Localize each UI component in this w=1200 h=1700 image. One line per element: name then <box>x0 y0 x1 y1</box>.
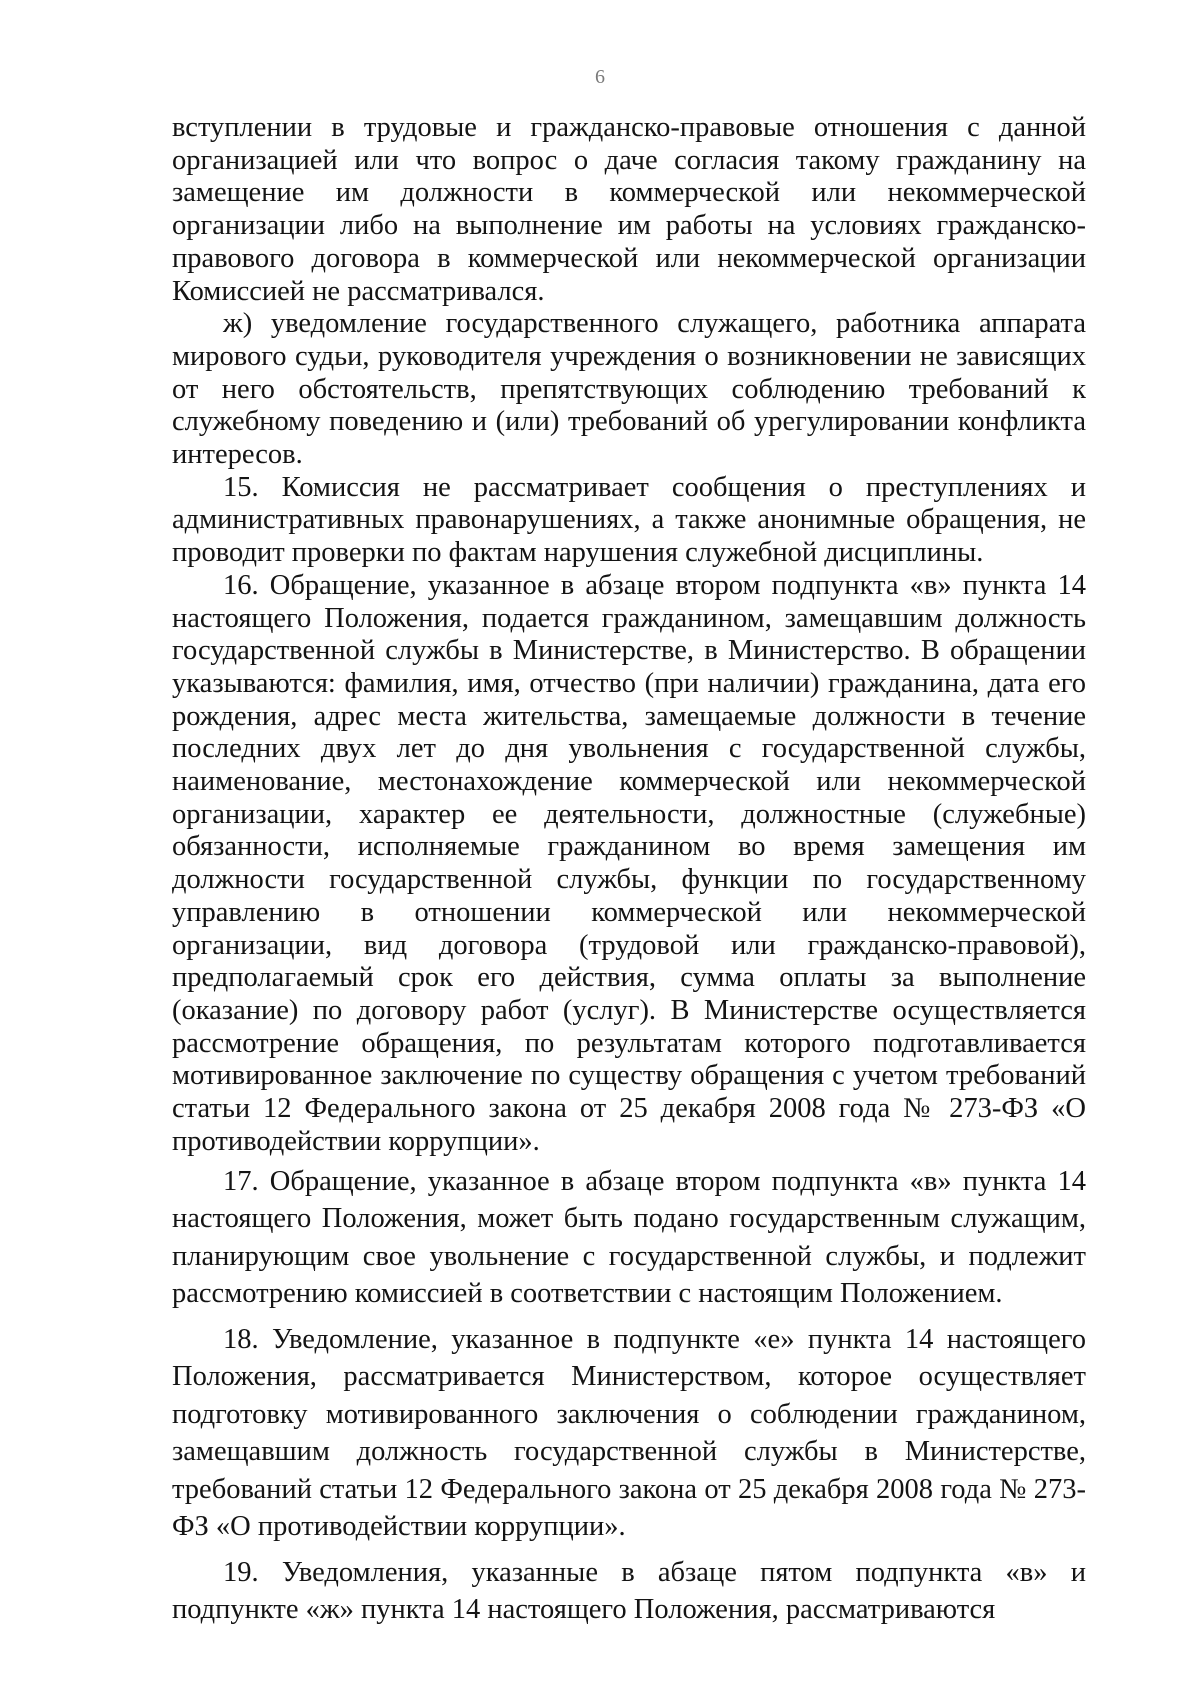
paragraph-15: 15. Комиссия не рассматривает сообщения о преступлениях и административных правонарушениях, а также анонимные обращения, не проводит проверки по фактам нарушения служебной дисциплины. <box>172 471 1086 569</box>
paragraph-16: 16. Обращение, указанное в абзаце втором подпункта «в» пункта 14 настоящего Положения, подается гражданином, замещавшим должность государственной службы в Министерстве, в Министерство. В обращении указываются: фамилия, имя, отчество (при наличии) гражданина, дата его рождения, адрес места жительства, замещаемые должности в течение последних двух лет до дня увольнения с государственной службы, наименование, местонахождение коммерческой или некоммерческой организации, характер ее деятельности, должностные (служебные) обязанности, исполняемые гражданином во время замещения им должности государственной службы, функции по государственному управлению в отношении коммерческой или некоммерческой организации, вид договора (трудовой или гражданско-правовой), предполагаемый срок его действия, сумма оплаты за выполнение (оказание) по договору работ (услуг). В Министерстве осуществляется рассмотрение обращения, по результатам которого подготавливается мотивированное заключение по существу обращения с учетом требований статьи 12 Федерального закона от 25 декабря 2008 года № 273-ФЗ «О противодействии коррупции». <box>172 569 1086 1157</box>
page-number: 6 <box>595 66 605 88</box>
paragraph-19: 19. Уведомления, указанные в абзаце пятом подпункта «в» и подпункте «ж» пункта 14 настоящего Положения, рассматриваются <box>172 1556 1086 1625</box>
paragraph-continuation: вступлении в трудовые и гражданско-правовые отношения с данной организацией или что вопрос о даче согласия такому гражданину на замещение им должности в коммерческой или некоммерческой организации либо на выполнение им работы на условиях гражданско-правового договора в коммерческой или некоммерческой организации Комиссией не рассматривался. <box>172 112 1086 307</box>
paragraph-18: 18. Уведомление, указанное в подпункте «е» пункта 14 настоящего Положения, рассматривается Министерством, которое осуществляет подготовку мотивированного заключения о соблюдении гражданином, замещавшим должность государственной службы в Министерстве, требований статьи 12 Федерального закона от 25 декабря 2008 года № 273-ФЗ «О противодействии коррупции». <box>172 1323 1086 1542</box>
document-body <box>172 112 1086 1629</box>
paragraph-item-zh: ж) уведомление государственного служащего, работника аппарата мирового судьи, руководителя учреждения о возникновении не зависящих от него обстоятельств, препятствующих соблюдению требований к служебному поведению и (или) требований об урегулировании конфликта интересов. <box>172 308 1086 471</box>
paragraph-17: 17. Обращение, указанное в абзаце втором подпункта «в» пункта 14 настоящего Положения, может быть подано государственным служащим, планирующим свое увольнение с государственной службы, и подлежит рассмотрению комиссией в соответствии с настоящим Положением. <box>172 1165 1086 1309</box>
